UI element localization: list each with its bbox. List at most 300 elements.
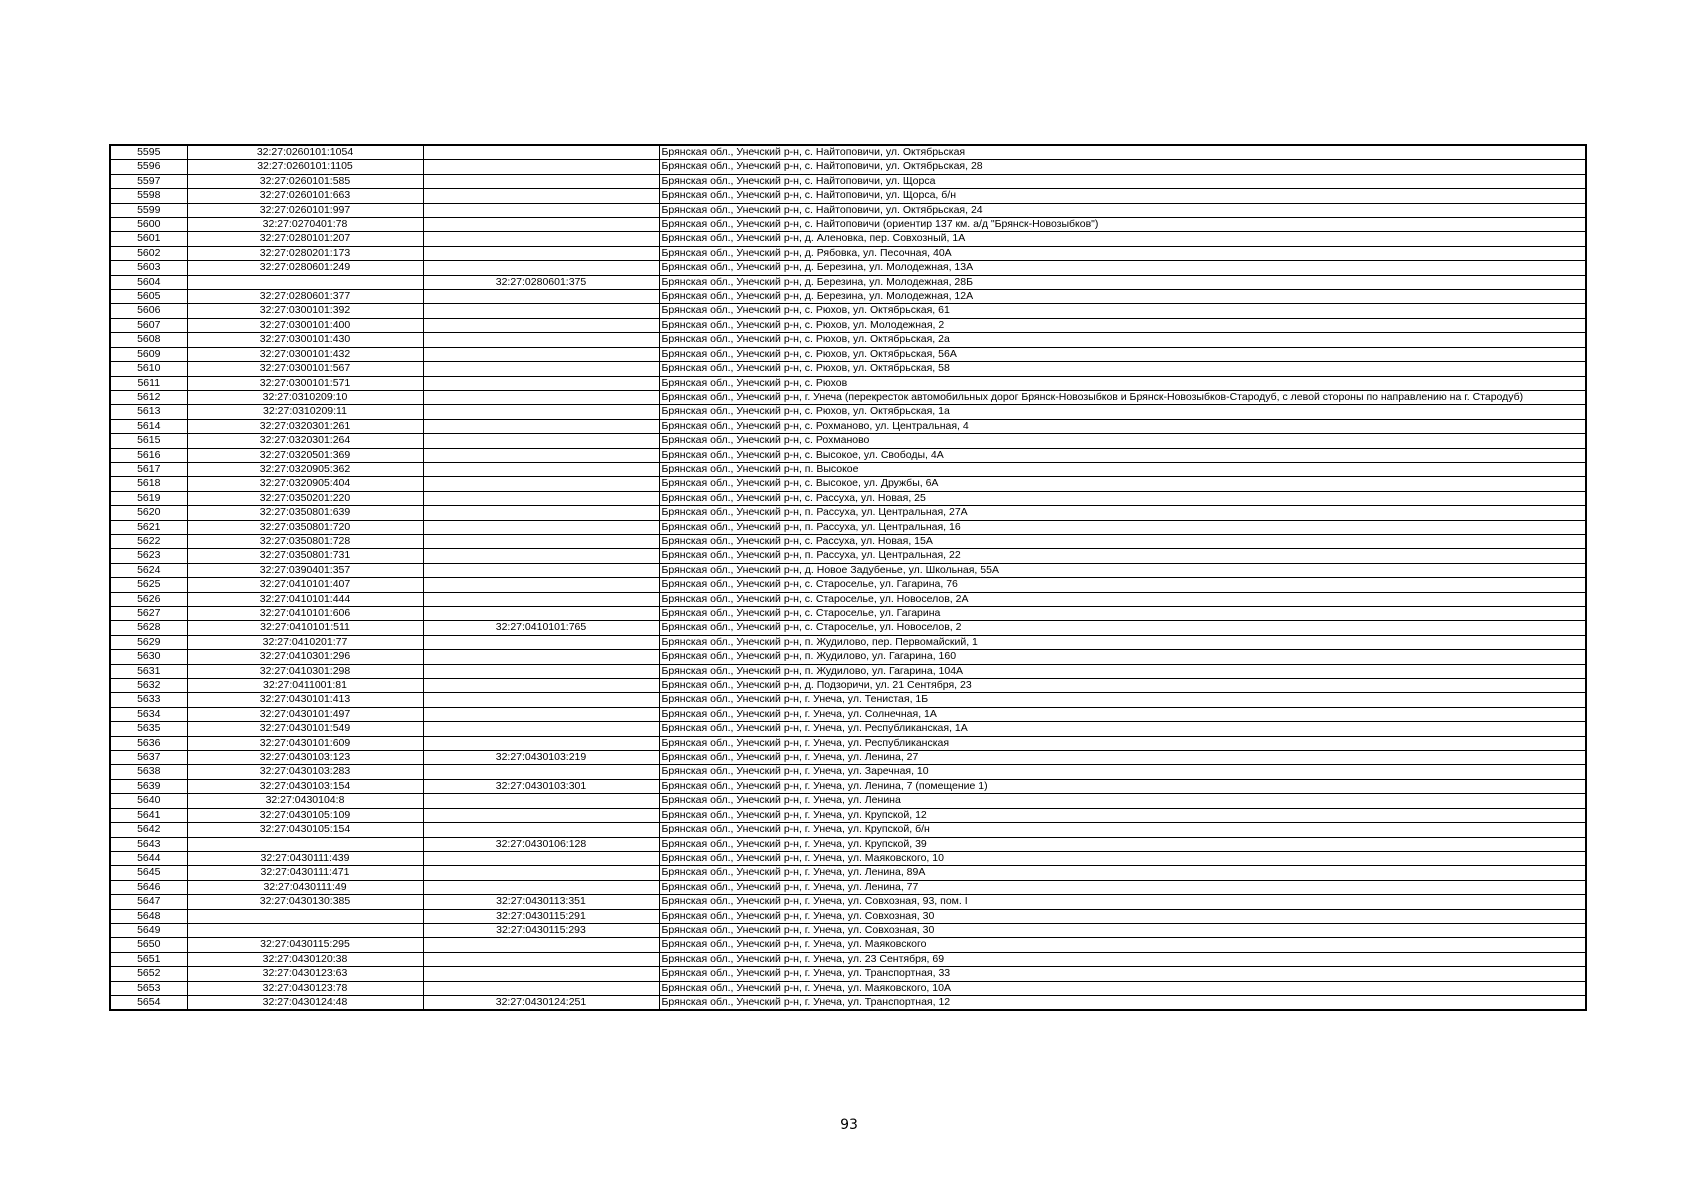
table-row <box>110 506 1586 520</box>
address-cell: Брянская обл., Унечский р-н, с. Рохманово <box>659 434 1586 448</box>
secondary-cadastral-number-cell <box>423 304 659 318</box>
secondary-cadastral-number-cell: 32:27:0410101:765 <box>423 621 659 635</box>
address-cell: Брянская обл., Унечский р-н, д. Подзоричи, ул. 21 Сентября, 23 <box>659 679 1586 693</box>
cadastral-number-cell: 32:27:0320905:362 <box>187 462 423 476</box>
address-cell: Брянская обл., Унечский р-н, с. Рюхов, ул. Октябрьская, 1а <box>659 405 1586 419</box>
cadastral-number-cell: 32:27:0430104:8 <box>187 794 423 808</box>
table-row <box>110 318 1586 332</box>
row-number-cell: 5638 <box>110 765 187 779</box>
secondary-cadastral-number-cell <box>423 563 659 577</box>
address-cell: Брянская обл., Унечский р-н, г. Унеча, ул. Совхозная, 93, пом. I <box>659 895 1586 909</box>
address-cell: Брянская обл., Унечский р-н, п. Рассуха, ул. Центральная, 16 <box>659 520 1586 534</box>
table-row <box>110 549 1586 563</box>
row-number-cell: 5622 <box>110 534 187 548</box>
address-cell: Брянская обл., Унечский р-н, г. Унеча, ул. Ленина, 7 (помещение 1) <box>659 779 1586 793</box>
cadastral-number-cell: 32:27:0410301:298 <box>187 664 423 678</box>
cadastral-number-cell: 32:27:0300101:567 <box>187 362 423 376</box>
address-cell: Брянская обл., Унечский р-н, г. Унеча, ул. Тенистая, 1Б <box>659 693 1586 707</box>
table-row <box>110 635 1586 649</box>
row-number-cell: 5643 <box>110 837 187 851</box>
cadastral-number-cell: 32:27:0430115:295 <box>187 938 423 952</box>
address-cell: Брянская обл., Унечский р-н, г. Унеча, ул. Ленина, 89А <box>659 866 1586 880</box>
secondary-cadastral-number-cell <box>423 534 659 548</box>
address-cell: Брянская обл., Унечский р-н, с. Рюхов <box>659 376 1586 390</box>
row-number-cell: 5596 <box>110 160 187 174</box>
row-number-cell: 5608 <box>110 333 187 347</box>
row-number-cell: 5614 <box>110 419 187 433</box>
table-row <box>110 679 1586 693</box>
address-cell: Брянская обл., Унечский р-н, г. Унеча, ул. Маяковского <box>659 938 1586 952</box>
cadastral-number-cell: 32:27:0300101:571 <box>187 376 423 390</box>
cadastral-number-cell: 32:27:0410101:511 <box>187 621 423 635</box>
address-cell: Брянская обл., Унечский р-н, с. Рюхов, ул. Октябрьская, 58 <box>659 362 1586 376</box>
row-number-cell: 5615 <box>110 434 187 448</box>
table-row <box>110 534 1586 548</box>
cadastral-number-cell: 32:27:0410101:606 <box>187 607 423 621</box>
secondary-cadastral-number-cell <box>423 448 659 462</box>
address-cell: Брянская обл., Унечский р-н, с. Староселье, ул. Гагарина, 76 <box>659 578 1586 592</box>
table-row <box>110 736 1586 750</box>
table-row <box>110 751 1586 765</box>
table-row <box>110 333 1586 347</box>
secondary-cadastral-number-cell <box>423 203 659 217</box>
cadastral-number-cell: 32:27:0320905:404 <box>187 477 423 491</box>
secondary-cadastral-number-cell <box>423 578 659 592</box>
secondary-cadastral-number-cell <box>423 722 659 736</box>
secondary-cadastral-number-cell <box>423 664 659 678</box>
row-number-cell: 5616 <box>110 448 187 462</box>
table-row <box>110 160 1586 174</box>
row-number-cell: 5641 <box>110 808 187 822</box>
cadastral-number-cell: 32:27:0260101:1054 <box>187 145 423 160</box>
row-number-cell: 5635 <box>110 722 187 736</box>
address-cell: Брянская обл., Унечский р-н, д. Березина, ул. Молодежная, 12А <box>659 290 1586 304</box>
table-row <box>110 477 1586 491</box>
address-cell: Брянская обл., Унечский р-н, г. Унеча, ул. Крупской, 39 <box>659 837 1586 851</box>
table-row <box>110 779 1586 793</box>
cadastral-number-cell: 32:27:0430101:549 <box>187 722 423 736</box>
address-cell: Брянская обл., Унечский р-н, г. Унеча, ул. Маяковского, 10А <box>659 981 1586 995</box>
table-row <box>110 607 1586 621</box>
cadastral-number-cell: 32:27:0410301:296 <box>187 650 423 664</box>
row-number-cell: 5610 <box>110 362 187 376</box>
address-cell: Брянская обл., Унечский р-н, г. Унеча, ул. Совхозная, 30 <box>659 909 1586 923</box>
table-row <box>110 794 1586 808</box>
cadastral-number-cell: 32:27:0390401:357 <box>187 563 423 577</box>
cadastral-number-cell: 32:27:0310209:10 <box>187 390 423 404</box>
row-number-cell: 5619 <box>110 491 187 505</box>
address-cell: Брянская обл., Унечский р-н, с. Рохманово, ул. Центральная, 4 <box>659 419 1586 433</box>
address-cell: Брянская обл., Унечский р-н, с. Староселье, ул. Новоселов, 2А <box>659 592 1586 606</box>
address-cell: Брянская обл., Унечский р-н, с. Рюхов, ул. Октябрьская, 61 <box>659 304 1586 318</box>
page-number: 93 <box>840 1117 858 1133</box>
row-number-cell: 5609 <box>110 347 187 361</box>
cadastral-number-cell: 32:27:0410101:444 <box>187 592 423 606</box>
row-number-cell: 5595 <box>110 145 187 160</box>
row-number-cell: 5644 <box>110 851 187 865</box>
secondary-cadastral-number-cell <box>423 261 659 275</box>
table-row <box>110 909 1586 923</box>
secondary-cadastral-number-cell <box>423 491 659 505</box>
address-cell: Брянская обл., Унечский р-н, с. Найтоповичи, ул. Октябрьская <box>659 145 1586 160</box>
table-row <box>110 880 1586 894</box>
address-cell: Брянская обл., Унечский р-н, с. Найтоповичи, ул. Октябрьская, 28 <box>659 160 1586 174</box>
cadastral-number-cell: 32:27:0430111:49 <box>187 880 423 894</box>
cadastral-number-cell: 32:27:0430123:63 <box>187 967 423 981</box>
row-number-cell: 5624 <box>110 563 187 577</box>
row-number-cell: 5620 <box>110 506 187 520</box>
address-cell: Брянская обл., Унечский р-н, п. Жудилово, пер. Первомайский, 1 <box>659 635 1586 649</box>
cadastral-number-cell: 32:27:0270401:78 <box>187 218 423 232</box>
secondary-cadastral-number-cell <box>423 592 659 606</box>
address-cell: Брянская обл., Унечский р-н, п. Жудилово, ул. Гагарина, 160 <box>659 650 1586 664</box>
row-number-cell: 5653 <box>110 981 187 995</box>
row-number-cell: 5640 <box>110 794 187 808</box>
address-cell: Брянская обл., Унечский р-н, г. Унеча, ул. Крупской, 12 <box>659 808 1586 822</box>
row-number-cell: 5598 <box>110 189 187 203</box>
secondary-cadastral-number-cell <box>423 607 659 621</box>
secondary-cadastral-number-cell <box>423 880 659 894</box>
secondary-cadastral-number-cell <box>423 794 659 808</box>
row-number-cell: 5605 <box>110 290 187 304</box>
address-cell: Брянская обл., Унечский р-н, п. Высокое <box>659 462 1586 476</box>
address-cell: Брянская обл., Унечский р-н, г. Унеча, ул. Ленина, 77 <box>659 880 1586 894</box>
cadastral-number-cell: 32:27:0280101:207 <box>187 232 423 246</box>
row-number-cell: 5604 <box>110 275 187 289</box>
registry-table <box>109 144 1587 1011</box>
row-number-cell: 5636 <box>110 736 187 750</box>
cadastral-number-cell: 32:27:0260101:663 <box>187 189 423 203</box>
row-number-cell: 5607 <box>110 318 187 332</box>
address-cell: Брянская обл., Унечский р-н, д. Березина, ул. Молодежная, 13А <box>659 261 1586 275</box>
table-row <box>110 851 1586 865</box>
secondary-cadastral-number-cell <box>423 549 659 563</box>
row-number-cell: 5649 <box>110 923 187 937</box>
secondary-cadastral-number-cell <box>423 419 659 433</box>
address-cell: Брянская обл., Унечский р-н, с. Найтоповичи, ул. Щорса <box>659 174 1586 188</box>
table-row <box>110 405 1586 419</box>
table-row <box>110 650 1586 664</box>
table-row <box>110 145 1586 160</box>
address-cell: Брянская обл., Унечский р-н, с. Рюхов, ул. Октябрьская, 2а <box>659 333 1586 347</box>
address-cell: Брянская обл., Унечский р-н, с. Староселье, ул. Гагарина <box>659 607 1586 621</box>
table-row <box>110 246 1586 260</box>
secondary-cadastral-number-cell <box>423 635 659 649</box>
secondary-cadastral-number-cell: 32:27:0430103:301 <box>423 779 659 793</box>
table-row <box>110 419 1586 433</box>
address-cell: Брянская обл., Унечский р-н, г. Унеча, ул. Совхозная, 30 <box>659 923 1586 937</box>
secondary-cadastral-number-cell <box>423 333 659 347</box>
row-number-cell: 5652 <box>110 967 187 981</box>
table-row <box>110 218 1586 232</box>
secondary-cadastral-number-cell <box>423 520 659 534</box>
secondary-cadastral-number-cell <box>423 938 659 952</box>
row-number-cell: 5601 <box>110 232 187 246</box>
secondary-cadastral-number-cell <box>423 736 659 750</box>
row-number-cell: 5623 <box>110 549 187 563</box>
secondary-cadastral-number-cell <box>423 693 659 707</box>
table-row <box>110 952 1586 966</box>
cadastral-number-cell: 32:27:0430111:439 <box>187 851 423 865</box>
table-row <box>110 578 1586 592</box>
table-row <box>110 664 1586 678</box>
table-row <box>110 995 1586 1010</box>
table-row <box>110 189 1586 203</box>
cadastral-number-cell: 32:27:0350801:639 <box>187 506 423 520</box>
secondary-cadastral-number-cell <box>423 434 659 448</box>
secondary-cadastral-number-cell <box>423 650 659 664</box>
secondary-cadastral-number-cell <box>423 981 659 995</box>
address-cell: Брянская обл., Унечский р-н, с. Староселье, ул. Новоселов, 2 <box>659 621 1586 635</box>
cadastral-number-cell: 32:27:0411001:81 <box>187 679 423 693</box>
secondary-cadastral-number-cell <box>423 866 659 880</box>
row-number-cell: 5645 <box>110 866 187 880</box>
table-row <box>110 520 1586 534</box>
row-number-cell: 5631 <box>110 664 187 678</box>
row-number-cell: 5612 <box>110 390 187 404</box>
secondary-cadastral-number-cell <box>423 808 659 822</box>
table-row <box>110 938 1586 952</box>
table-row <box>110 347 1586 361</box>
secondary-cadastral-number-cell <box>423 318 659 332</box>
address-cell: Брянская обл., Унечский р-н, с. Найтоповичи, ул. Октябрьская, 24 <box>659 203 1586 217</box>
address-cell: Брянская обл., Унечский р-н, г. Унеча (перекресток автомобильных дорог Брянск-Новозыбков и Брянск-Новозыбков-Стародуб, с левой стороны по направлению на г. Стародуб) <box>659 390 1586 404</box>
secondary-cadastral-number-cell: 32:27:0430106:128 <box>423 837 659 851</box>
secondary-cadastral-number-cell <box>423 218 659 232</box>
cadastral-number-cell: 32:27:0350201:220 <box>187 491 423 505</box>
address-cell: Брянская обл., Унечский р-н, д. Березина, ул. Молодежная, 28Б <box>659 275 1586 289</box>
cadastral-number-cell: 32:27:0430105:154 <box>187 823 423 837</box>
secondary-cadastral-number-cell <box>423 823 659 837</box>
cadastral-number-cell: 32:27:0430101:609 <box>187 736 423 750</box>
secondary-cadastral-number-cell <box>423 174 659 188</box>
table-row <box>110 390 1586 404</box>
address-cell: Брянская обл., Унечский р-н, г. Унеча, ул. Солнечная, 1А <box>659 707 1586 721</box>
row-number-cell: 5648 <box>110 909 187 923</box>
cadastral-number-cell: 32:27:0320501:369 <box>187 448 423 462</box>
address-cell: Брянская обл., Унечский р-н, г. Унеча, ул. Маяковского, 10 <box>659 851 1586 865</box>
address-cell: Брянская обл., Унечский р-н, с. Найтоповичи (ориентир 137 км. а/д "Брянск-Новозыбков") <box>659 218 1586 232</box>
cadastral-number-cell: 32:27:0260101:997 <box>187 203 423 217</box>
secondary-cadastral-number-cell <box>423 405 659 419</box>
secondary-cadastral-number-cell <box>423 851 659 865</box>
cadastral-number-cell: 32:27:0280601:249 <box>187 261 423 275</box>
secondary-cadastral-number-cell: 32:27:0430103:219 <box>423 751 659 765</box>
secondary-cadastral-number-cell <box>423 145 659 160</box>
row-number-cell: 5625 <box>110 578 187 592</box>
table-row <box>110 203 1586 217</box>
cadastral-number-cell: 32:27:0410101:407 <box>187 578 423 592</box>
table-row <box>110 823 1586 837</box>
address-cell: Брянская обл., Унечский р-н, с. Рассуха, ул. Новая, 25 <box>659 491 1586 505</box>
secondary-cadastral-number-cell: 32:27:0430115:293 <box>423 923 659 937</box>
table-row <box>110 592 1586 606</box>
secondary-cadastral-number-cell <box>423 232 659 246</box>
address-cell: Брянская обл., Унечский р-н, д. Новое Задубенье, ул. Школьная, 55А <box>659 563 1586 577</box>
secondary-cadastral-number-cell <box>423 290 659 304</box>
cadastral-number-cell: 32:27:0430103:283 <box>187 765 423 779</box>
secondary-cadastral-number-cell <box>423 362 659 376</box>
secondary-cadastral-number-cell: 32:27:0430113:351 <box>423 895 659 909</box>
row-number-cell: 5603 <box>110 261 187 275</box>
cadastral-number-cell: 32:27:0280201:173 <box>187 246 423 260</box>
secondary-cadastral-number-cell <box>423 246 659 260</box>
row-number-cell: 5597 <box>110 174 187 188</box>
secondary-cadastral-number-cell <box>423 376 659 390</box>
cadastral-number-cell <box>187 909 423 923</box>
cadastral-number-cell: 32:27:0300101:392 <box>187 304 423 318</box>
cadastral-number-cell: 32:27:0310209:11 <box>187 405 423 419</box>
table-row <box>110 866 1586 880</box>
cadastral-number-cell: 32:27:0320301:261 <box>187 419 423 433</box>
row-number-cell: 5613 <box>110 405 187 419</box>
address-cell: Брянская обл., Унечский р-н, д. Рябовка, ул. Песочная, 40А <box>659 246 1586 260</box>
table-row <box>110 707 1586 721</box>
secondary-cadastral-number-cell <box>423 679 659 693</box>
table-row <box>110 967 1586 981</box>
row-number-cell: 5628 <box>110 621 187 635</box>
row-number-cell: 5627 <box>110 607 187 621</box>
secondary-cadastral-number-cell <box>423 390 659 404</box>
table-row <box>110 362 1586 376</box>
row-number-cell: 5642 <box>110 823 187 837</box>
row-number-cell: 5630 <box>110 650 187 664</box>
table-row <box>110 837 1586 851</box>
cadastral-number-cell: 32:27:0430111:471 <box>187 866 423 880</box>
address-cell: Брянская обл., Унечский р-н, г. Унеча, ул. Республиканская, 1А <box>659 722 1586 736</box>
row-number-cell: 5646 <box>110 880 187 894</box>
cadastral-number-cell: 32:27:0430103:154 <box>187 779 423 793</box>
cadastral-number-cell <box>187 275 423 289</box>
table-row <box>110 981 1586 995</box>
row-number-cell: 5651 <box>110 952 187 966</box>
row-number-cell: 5599 <box>110 203 187 217</box>
secondary-cadastral-number-cell <box>423 477 659 491</box>
address-cell: Брянская обл., Унечский р-н, с. Высокое, ул. Дружбы, 6А <box>659 477 1586 491</box>
address-cell: Брянская обл., Унечский р-н, с. Высокое, ул. Свободы, 4А <box>659 448 1586 462</box>
row-number-cell: 5647 <box>110 895 187 909</box>
address-cell: Брянская обл., Унечский р-н, с. Рюхов, ул. Молодежная, 2 <box>659 318 1586 332</box>
secondary-cadastral-number-cell <box>423 707 659 721</box>
cadastral-number-cell: 32:27:0430123:78 <box>187 981 423 995</box>
cadastral-number-cell: 32:27:0430124:48 <box>187 995 423 1010</box>
cadastral-number-cell: 32:27:0430103:123 <box>187 751 423 765</box>
address-cell: Брянская обл., Унечский р-н, п. Жудилово, ул. Гагарина, 104А <box>659 664 1586 678</box>
cadastral-number-cell: 32:27:0350801:731 <box>187 549 423 563</box>
address-cell: Брянская обл., Унечский р-н, с. Найтоповичи, ул. Щорса, б/н <box>659 189 1586 203</box>
secondary-cadastral-number-cell: 32:27:0430115:291 <box>423 909 659 923</box>
address-cell: Брянская обл., Унечский р-н, г. Унеча, ул. Ленина <box>659 794 1586 808</box>
row-number-cell: 5637 <box>110 751 187 765</box>
row-number-cell: 5639 <box>110 779 187 793</box>
address-cell: Брянская обл., Унечский р-н, г. Унеча, ул. Крупской, б/н <box>659 823 1586 837</box>
row-number-cell: 5611 <box>110 376 187 390</box>
secondary-cadastral-number-cell <box>423 462 659 476</box>
address-cell: Брянская обл., Унечский р-н, г. Унеча, ул. Транспортная, 12 <box>659 995 1586 1010</box>
row-number-cell: 5618 <box>110 477 187 491</box>
cadastral-number-cell: 32:27:0430101:497 <box>187 707 423 721</box>
address-cell: Брянская обл., Унечский р-н, г. Унеча, ул. Транспортная, 33 <box>659 967 1586 981</box>
address-cell: Брянская обл., Унечский р-н, с. Рюхов, ул. Октябрьская, 56А <box>659 347 1586 361</box>
secondary-cadastral-number-cell <box>423 765 659 779</box>
address-cell: Брянская обл., Унечский р-н, д. Аленовка, пер. Совхозный, 1А <box>659 232 1586 246</box>
cadastral-number-cell: 32:27:0260101:1105 <box>187 160 423 174</box>
table-row <box>110 174 1586 188</box>
table-row <box>110 808 1586 822</box>
row-number-cell: 5600 <box>110 218 187 232</box>
table-row <box>110 304 1586 318</box>
table-row <box>110 765 1586 779</box>
secondary-cadastral-number-cell <box>423 952 659 966</box>
cadastral-number-cell <box>187 837 423 851</box>
table-row <box>110 448 1586 462</box>
table-row <box>110 722 1586 736</box>
secondary-cadastral-number-cell: 32:27:0430124:251 <box>423 995 659 1010</box>
cadastral-number-cell: 32:27:0350801:720 <box>187 520 423 534</box>
secondary-cadastral-number-cell <box>423 506 659 520</box>
cadastral-number-cell <box>187 923 423 937</box>
row-number-cell: 5602 <box>110 246 187 260</box>
address-cell: Брянская обл., Унечский р-н, п. Рассуха, ул. Центральная, 27А <box>659 506 1586 520</box>
row-number-cell: 5621 <box>110 520 187 534</box>
address-cell: Брянская обл., Унечский р-н, г. Унеча, ул. Ленина, 27 <box>659 751 1586 765</box>
row-number-cell: 5626 <box>110 592 187 606</box>
table-row <box>110 563 1586 577</box>
row-number-cell: 5606 <box>110 304 187 318</box>
registry-table-body <box>110 145 1586 1010</box>
cadastral-number-cell: 32:27:0320301:264 <box>187 434 423 448</box>
cadastral-number-cell: 32:27:0430130:385 <box>187 895 423 909</box>
row-number-cell: 5654 <box>110 995 187 1010</box>
table-row <box>110 290 1586 304</box>
table-row <box>110 434 1586 448</box>
row-number-cell: 5617 <box>110 462 187 476</box>
secondary-cadastral-number-cell <box>423 189 659 203</box>
table-row <box>110 693 1586 707</box>
cadastral-number-cell: 32:27:0430120:38 <box>187 952 423 966</box>
address-cell: Брянская обл., Унечский р-н, г. Унеча, ул. 23 Сентября, 69 <box>659 952 1586 966</box>
row-number-cell: 5633 <box>110 693 187 707</box>
cadastral-number-cell: 32:27:0430105:109 <box>187 808 423 822</box>
row-number-cell: 5634 <box>110 707 187 721</box>
table-row <box>110 261 1586 275</box>
table-row <box>110 275 1586 289</box>
address-cell: Брянская обл., Унечский р-н, г. Унеча, ул. Республиканская <box>659 736 1586 750</box>
cadastral-number-cell: 32:27:0300101:400 <box>187 318 423 332</box>
table-row <box>110 491 1586 505</box>
cadastral-number-cell: 32:27:0300101:432 <box>187 347 423 361</box>
table-row <box>110 462 1586 476</box>
secondary-cadastral-number-cell: 32:27:0280601:375 <box>423 275 659 289</box>
address-cell: Брянская обл., Унечский р-н, с. Рассуха, ул. Новая, 15А <box>659 534 1586 548</box>
secondary-cadastral-number-cell <box>423 967 659 981</box>
cadastral-number-cell: 32:27:0410201:77 <box>187 635 423 649</box>
cadastral-number-cell: 32:27:0300101:430 <box>187 333 423 347</box>
secondary-cadastral-number-cell <box>423 347 659 361</box>
cadastral-number-cell: 32:27:0280601:377 <box>187 290 423 304</box>
cadastral-number-cell: 32:27:0260101:585 <box>187 174 423 188</box>
row-number-cell: 5650 <box>110 938 187 952</box>
table-row <box>110 923 1586 937</box>
cadastral-number-cell: 32:27:0430101:413 <box>187 693 423 707</box>
table-row <box>110 232 1586 246</box>
row-number-cell: 5632 <box>110 679 187 693</box>
table-row <box>110 376 1586 390</box>
address-cell: Брянская обл., Унечский р-н, г. Унеча, ул. Заречная, 10 <box>659 765 1586 779</box>
cadastral-number-cell: 32:27:0350801:728 <box>187 534 423 548</box>
secondary-cadastral-number-cell <box>423 160 659 174</box>
row-number-cell: 5629 <box>110 635 187 649</box>
